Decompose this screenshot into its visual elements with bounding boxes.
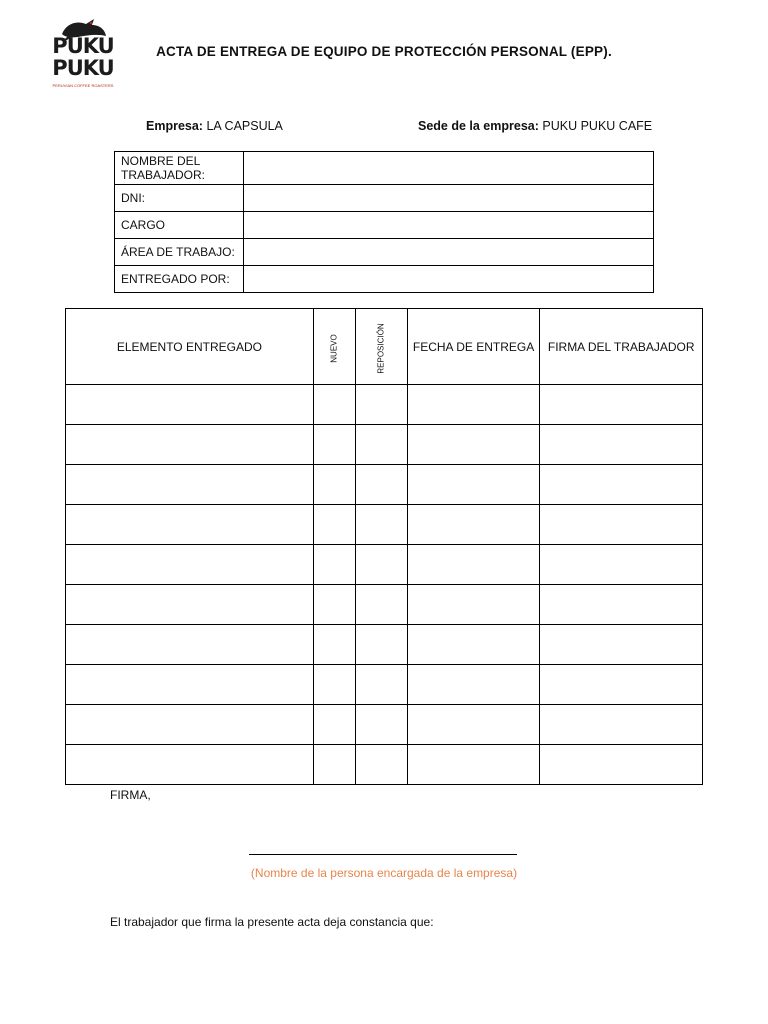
delivered-by-field[interactable] bbox=[244, 266, 654, 293]
worker-name-field[interactable] bbox=[244, 152, 654, 185]
site-value: PUKU PUKU CAFE bbox=[542, 119, 653, 133]
cell-worker-signature[interactable] bbox=[540, 545, 703, 585]
signature-placeholder: (Nombre de la persona encargada de la empresa) bbox=[250, 866, 518, 880]
table-row bbox=[66, 585, 703, 625]
worker-row-name bbox=[115, 152, 654, 185]
dni-label: DNI: bbox=[115, 185, 244, 212]
cell-worker-signature[interactable] bbox=[540, 465, 703, 505]
table-row bbox=[66, 465, 703, 505]
cell-delivery-date[interactable] bbox=[407, 705, 540, 745]
site-label: Sede de la empresa: bbox=[418, 119, 539, 133]
cell-worker-signature[interactable] bbox=[540, 705, 703, 745]
logo-tagline: PERUVIAN COFFEE ROASTERS bbox=[52, 83, 114, 88]
worker-row-delivered-by bbox=[115, 266, 654, 293]
header-replacement bbox=[356, 309, 407, 385]
cell-new[interactable] bbox=[313, 585, 356, 625]
header-worker-signature: FIRMA DEL TRABAJADOR bbox=[540, 309, 703, 385]
cell-delivery-date[interactable] bbox=[407, 385, 540, 425]
logo-word-2: PUKU bbox=[52, 56, 114, 80]
cell-new[interactable] bbox=[313, 545, 356, 585]
cell-element[interactable] bbox=[66, 585, 314, 625]
worker-name-label: NOMBRE DEL TRABAJADOR: bbox=[115, 152, 244, 185]
cell-delivery-date[interactable] bbox=[407, 425, 540, 465]
delivered-by-label: ENTREGADO POR: bbox=[115, 266, 244, 293]
signature-line bbox=[249, 854, 517, 855]
company-info bbox=[146, 119, 283, 133]
cell-delivery-date[interactable] bbox=[407, 585, 540, 625]
cell-worker-signature[interactable] bbox=[540, 505, 703, 545]
header-new-text: NUEVO bbox=[330, 333, 340, 363]
table-row bbox=[66, 385, 703, 425]
cell-worker-signature[interactable] bbox=[540, 625, 703, 665]
worker-row-dni bbox=[115, 185, 654, 212]
cell-worker-signature[interactable] bbox=[540, 585, 703, 625]
cell-worker-signature[interactable] bbox=[540, 425, 703, 465]
cell-element[interactable] bbox=[66, 745, 314, 785]
cell-delivery-date[interactable] bbox=[407, 665, 540, 705]
table-row bbox=[66, 665, 703, 705]
cell-worker-signature[interactable] bbox=[540, 665, 703, 705]
cell-element[interactable] bbox=[66, 705, 314, 745]
cell-element[interactable] bbox=[66, 625, 314, 665]
cell-delivery-date[interactable] bbox=[407, 505, 540, 545]
signature-label: FIRMA, bbox=[110, 788, 151, 802]
area-field[interactable] bbox=[244, 239, 654, 266]
cell-replacement[interactable] bbox=[356, 745, 407, 785]
cell-new[interactable] bbox=[313, 625, 356, 665]
cell-element[interactable] bbox=[66, 385, 314, 425]
cell-new[interactable] bbox=[313, 425, 356, 465]
cell-replacement[interactable] bbox=[356, 545, 407, 585]
cell-delivery-date[interactable] bbox=[407, 465, 540, 505]
site-info bbox=[418, 119, 652, 133]
items-header-row bbox=[66, 309, 703, 385]
cell-replacement[interactable] bbox=[356, 625, 407, 665]
cell-replacement[interactable] bbox=[356, 665, 407, 705]
worker-row-cargo bbox=[115, 212, 654, 239]
epp-items-table bbox=[65, 308, 703, 785]
cell-worker-signature[interactable] bbox=[540, 385, 703, 425]
cell-element[interactable] bbox=[66, 425, 314, 465]
document-title: ACTA DE ENTREGA DE EQUIPO DE PROTECCIÓN PERSONAL (EPP). bbox=[156, 44, 612, 59]
cell-replacement[interactable] bbox=[356, 465, 407, 505]
company-value: LA CAPSULA bbox=[206, 119, 283, 133]
cell-delivery-date[interactable] bbox=[407, 545, 540, 585]
area-label: ÁREA DE TRABAJO: bbox=[115, 239, 244, 266]
table-row bbox=[66, 705, 703, 745]
cell-worker-signature[interactable] bbox=[540, 745, 703, 785]
cell-element[interactable] bbox=[66, 545, 314, 585]
logo-word-1: PUKU bbox=[52, 34, 114, 58]
header-element: ELEMENTO ENTREGADO bbox=[66, 309, 314, 385]
table-row bbox=[66, 545, 703, 585]
worker-info-table bbox=[114, 151, 654, 293]
cell-replacement[interactable] bbox=[356, 425, 407, 465]
table-row bbox=[66, 745, 703, 785]
cell-new[interactable] bbox=[313, 705, 356, 745]
header-delivery-date: FECHA DE ENTREGA bbox=[407, 309, 540, 385]
worker-row-area bbox=[115, 239, 654, 266]
table-row bbox=[66, 425, 703, 465]
cell-new[interactable] bbox=[313, 465, 356, 505]
cargo-label: CARGO bbox=[115, 212, 244, 239]
cell-replacement[interactable] bbox=[356, 585, 407, 625]
cell-new[interactable] bbox=[313, 665, 356, 705]
cell-delivery-date[interactable] bbox=[407, 625, 540, 665]
closing-statement: El trabajador que firma la presente acta deja constancia que: bbox=[110, 915, 434, 929]
header-new bbox=[313, 309, 356, 385]
cell-replacement[interactable] bbox=[356, 705, 407, 745]
header-replacement-text: REPOSICIÓN bbox=[377, 322, 387, 374]
cell-delivery-date[interactable] bbox=[407, 745, 540, 785]
cell-replacement[interactable] bbox=[356, 505, 407, 545]
table-row bbox=[66, 505, 703, 545]
company-label: Empresa: bbox=[146, 119, 203, 133]
cell-element[interactable] bbox=[66, 505, 314, 545]
table-row bbox=[66, 625, 703, 665]
cell-new[interactable] bbox=[313, 745, 356, 785]
cell-element[interactable] bbox=[66, 465, 314, 505]
cell-replacement[interactable] bbox=[356, 385, 407, 425]
cell-new[interactable] bbox=[313, 385, 356, 425]
cell-element[interactable] bbox=[66, 665, 314, 705]
cell-new[interactable] bbox=[313, 505, 356, 545]
cargo-field[interactable] bbox=[244, 212, 654, 239]
dni-field[interactable] bbox=[244, 185, 654, 212]
